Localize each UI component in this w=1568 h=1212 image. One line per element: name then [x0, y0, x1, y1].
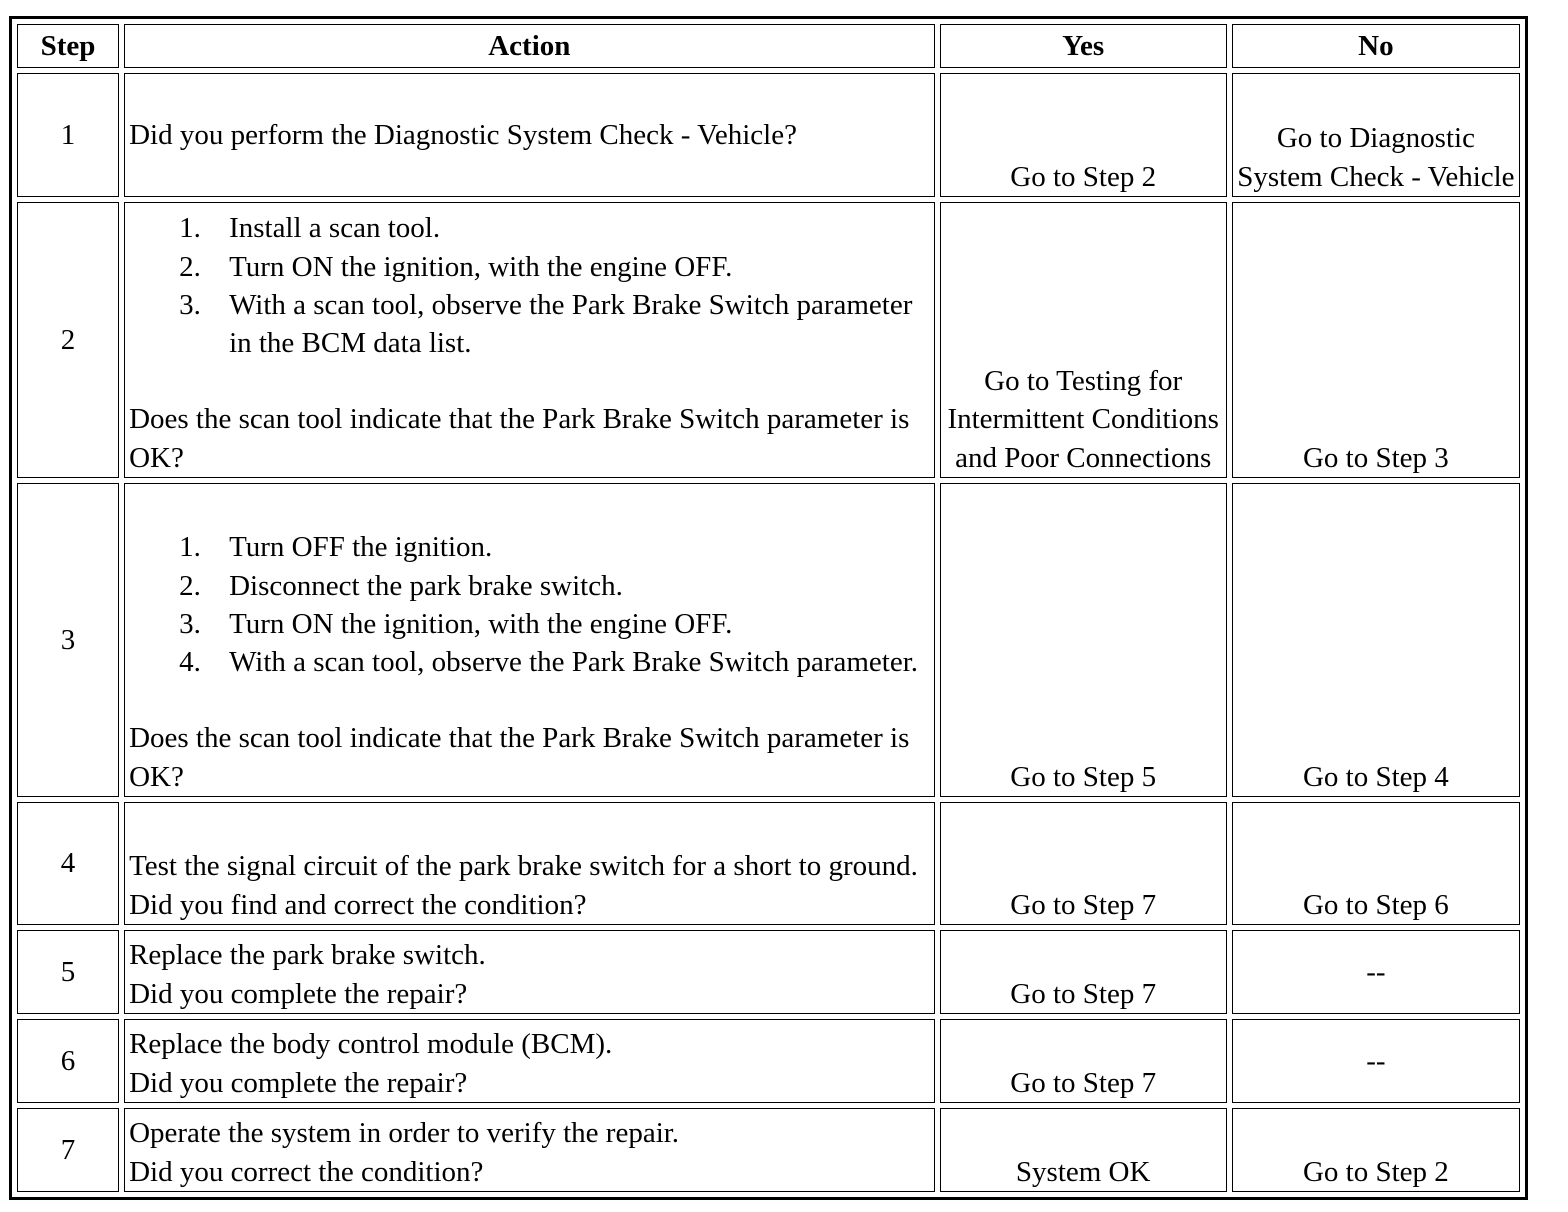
action-question: Did you complete the repair? — [129, 977, 468, 1010]
yes-cell: Go to Step 5 — [940, 483, 1227, 797]
list-item: Disconnect the park brake switch. — [229, 569, 623, 602]
step-number: 5 — [17, 930, 119, 1014]
header-action: Action — [124, 24, 935, 68]
step-number: 3 — [17, 483, 119, 797]
list-item: Turn ON the ignition, with the engine OFF. — [229, 250, 733, 283]
no-cell: -- — [1232, 930, 1520, 1014]
action-cell — [124, 1019, 935, 1103]
list-item: Turn OFF the ignition. — [229, 531, 493, 564]
step-number: 4 — [17, 802, 119, 925]
action-cell — [124, 802, 935, 925]
instruction-list — [129, 209, 930, 362]
table-row — [17, 930, 1520, 1014]
action-question: Did you complete the repair? — [129, 1066, 468, 1099]
yes-cell: Go to Step 2 — [940, 73, 1227, 197]
table-row — [17, 1108, 1520, 1192]
diagnostic-table — [9, 16, 1528, 1200]
action-cell — [124, 202, 935, 478]
yes-cell: System OK — [940, 1108, 1227, 1192]
table-row — [17, 802, 1520, 925]
yes-cell: Go to Testing for Intermittent Conditions and Poor Connections — [940, 202, 1227, 478]
table-row — [17, 483, 1520, 797]
instruction-list — [129, 528, 930, 681]
yes-cell: Go to Step 7 — [940, 1019, 1227, 1103]
action-cell — [124, 73, 935, 197]
action-text: Test the signal circuit of the park brake switch for a short to ground. — [129, 850, 918, 883]
header-yes: Yes — [940, 24, 1227, 68]
action-text: Operate the system in order to verify the repair. — [129, 1117, 680, 1150]
table-row — [17, 202, 1520, 478]
list-item: Install a scan tool. — [229, 212, 441, 245]
header-row — [17, 24, 1520, 68]
action-text: Did you perform the Diagnostic System Check - Vehicle? — [129, 118, 797, 151]
action-cell — [124, 930, 935, 1014]
action-question: Does the scan tool indicate that the Park Brake Switch parameter is OK? — [129, 722, 910, 793]
list-item: Turn ON the ignition, with the engine OFF. — [229, 607, 733, 640]
yes-cell: Go to Step 7 — [940, 930, 1227, 1014]
step-number: 7 — [17, 1108, 119, 1192]
table-row — [17, 1019, 1520, 1103]
action-text: Replace the park brake switch. — [129, 939, 486, 972]
list-item: With a scan tool, observe the Park Brake Switch parameter. — [229, 646, 919, 679]
action-question: Did you find and correct the condition? — [129, 888, 587, 921]
header-step: Step — [17, 24, 119, 68]
step-number: 6 — [17, 1019, 119, 1103]
action-question: Did you correct the condition? — [129, 1155, 484, 1188]
list-item: With a scan tool, observe the Park Brake Switch parameter in the BCM data list. — [229, 288, 913, 360]
step-number: 1 — [17, 73, 119, 197]
no-cell: Go to Step 6 — [1232, 802, 1520, 925]
action-cell — [124, 1108, 935, 1192]
header-no: No — [1232, 24, 1520, 68]
action-text: Replace the body control module (BCM). — [129, 1028, 613, 1061]
no-cell: Go to Diagnostic System Check - Vehicle — [1232, 73, 1520, 197]
yes-cell: Go to Step 7 — [940, 802, 1227, 925]
action-cell — [124, 483, 935, 797]
no-cell: Go to Step 4 — [1232, 483, 1520, 797]
table-row — [17, 73, 1520, 197]
no-cell: Go to Step 3 — [1232, 202, 1520, 478]
no-cell: -- — [1232, 1019, 1520, 1103]
action-question: Does the scan tool indicate that the Park Brake Switch parameter is OK? — [129, 403, 910, 474]
step-number: 2 — [17, 202, 119, 478]
no-cell: Go to Step 2 — [1232, 1108, 1520, 1192]
